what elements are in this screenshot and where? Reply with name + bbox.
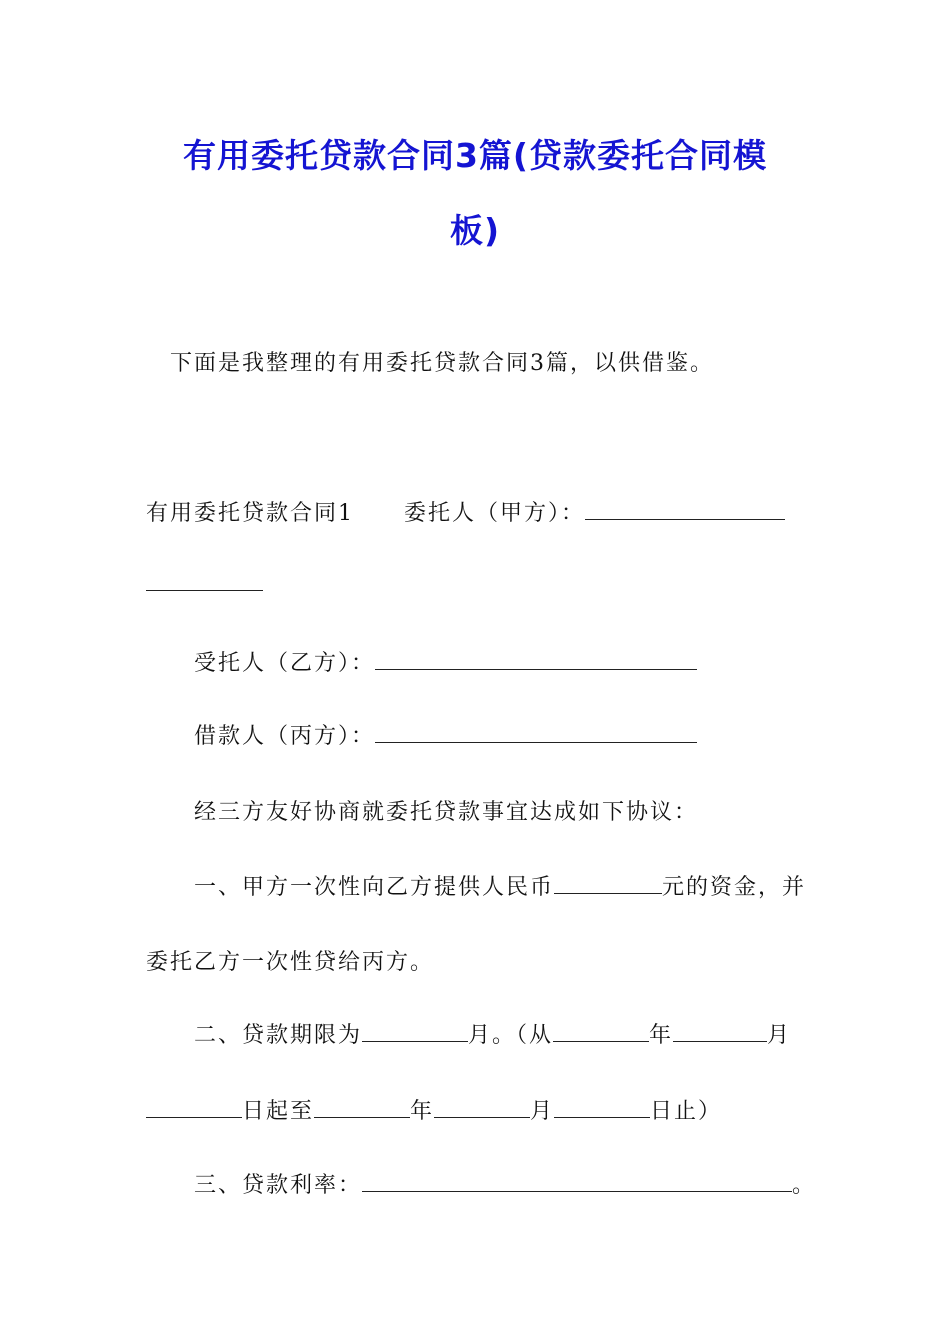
start-day-blank [146,1099,242,1118]
clause-2-day-from-label: 日起至 [242,1099,315,1124]
party-a-blank [585,501,785,520]
party-c-label: 借款人（丙方）： [194,724,376,749]
clause-2-text-a: 二、贷款期限为 [194,1023,363,1048]
clause-2-text-b: 月。（从 [468,1023,554,1048]
start-month-blank [673,1023,767,1042]
contract1-heading: 有用委托贷款合同1 [146,501,354,526]
clause-1-line-2: 委托乙方一次性贷给丙方。 [146,950,435,975]
document-title-line-1: 有用委托贷款合同3篇(贷款委托合同模 [182,136,768,175]
document-title-line-2: 板) [449,211,501,250]
start-year-blank [553,1023,649,1042]
clause-2-year-label: 年 [649,1023,674,1048]
party-b-label: 受托人（乙方）： [194,651,376,676]
end-day-blank [554,1099,650,1118]
clause-2-month2-label: 月 [530,1099,555,1124]
clause-3-text: 三、贷款利率： [194,1173,363,1198]
clause-1-text-a: 一、甲方一次性向乙方提供人民币 [194,875,555,900]
party-c-line [194,719,697,750]
end-year-blank [314,1099,410,1118]
end-month-blank [434,1099,530,1118]
party-a-blank-continued [146,572,263,591]
clause-1-text-b: 元的资金，并 [662,875,807,900]
party-a-blank-continued-line [146,572,263,597]
clause-3-line [194,1168,816,1199]
amount-blank [554,875,662,894]
clause-2-month-label: 月 [767,1023,792,1048]
party-a-label: 委托人（甲方）： [404,501,586,526]
interest-rate-blank [362,1173,792,1192]
term-months-blank [362,1023,468,1042]
clause-2-line-2 [146,1094,722,1125]
clause-1-line-1 [194,870,806,901]
clause-2-day-end-label: 日止） [650,1099,723,1124]
party-b-line [194,646,697,677]
party-b-blank [375,651,697,670]
intro-paragraph: 下面是我整理的有用委托贷款合同3篇，以供借鉴。 [170,351,714,376]
agreement-intro: 经三方友好协商就委托贷款事宜达成如下协议： [194,800,699,825]
clause-3-end: 。 [792,1173,817,1198]
clause-2-line-1 [194,1018,791,1049]
contract1-heading-line [146,496,785,527]
party-c-blank [375,724,697,743]
clause-2-year2-label: 年 [410,1099,435,1124]
